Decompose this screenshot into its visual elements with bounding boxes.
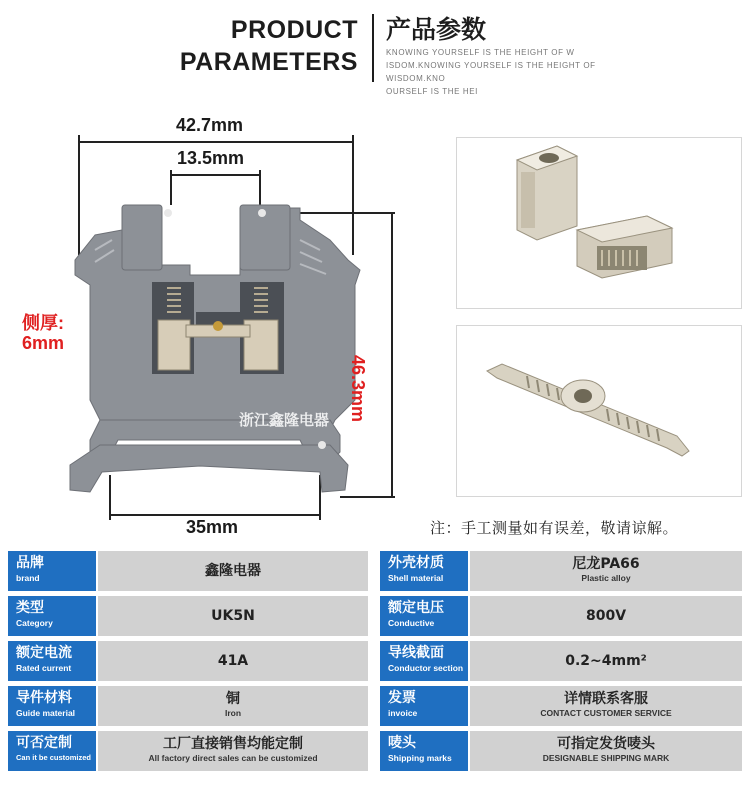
label-cn: 导件材料 — [16, 690, 72, 706]
label-en: Can it be customized — [16, 753, 92, 762]
label-cn: 可否定制 — [16, 735, 72, 751]
clamp-photo — [456, 137, 742, 309]
label-rated-voltage — [380, 596, 468, 636]
label-conductor-section — [380, 641, 468, 681]
side-thickness-line1: 侧厚: — [22, 313, 64, 333]
title-en-line2: PARAMETERS — [179, 48, 358, 76]
header — [0, 0, 750, 100]
title-chinese: 产品参数 — [386, 15, 487, 44]
value-shell-material — [470, 551, 742, 591]
label-en: Shipping marks — [388, 753, 452, 763]
watermark: 浙江鑫隆电器 — [239, 411, 330, 429]
label-guide-material — [8, 686, 96, 726]
table-row — [8, 641, 742, 681]
width-dimension: 42.7mm — [176, 115, 244, 135]
value-en: CONTACT CUSTOMER SERVICE — [540, 708, 672, 718]
title-en-line1: PRODUCT — [230, 16, 358, 44]
value-cn: 工厂直接销售均能定制 — [163, 736, 303, 752]
label-cn: 品牌 — [16, 555, 44, 571]
dimension-diagram — [0, 100, 420, 540]
label-en: Shell material — [388, 573, 444, 583]
value-cn: 鑫隆电器 — [205, 563, 261, 579]
subtitle-line3: OURSELF IS THE HEI — [386, 87, 479, 96]
value-cn: 详情联系客服 — [564, 691, 648, 707]
label-cn: 额定电流 — [16, 645, 72, 661]
label-en: Conductive — [388, 618, 435, 628]
label-en: brand — [16, 573, 40, 583]
label-brand — [8, 551, 96, 591]
base-dimension: 35mm — [186, 517, 239, 537]
value-brand — [98, 551, 368, 591]
title-divider — [372, 14, 374, 82]
table-row — [8, 551, 742, 591]
table-row — [8, 731, 742, 771]
label-customizable — [8, 731, 96, 771]
value-cn: UK5N — [211, 608, 255, 624]
value-category — [98, 596, 368, 636]
subtitle-line1: KNOWING YOURSELF IS THE HEIGHT OF W — [386, 48, 575, 57]
value-conductor-section — [470, 641, 742, 681]
label-cn: 发票 — [388, 690, 416, 706]
label-en: Guide material — [16, 708, 76, 718]
value-cn: 铜 — [226, 691, 240, 707]
label-invoice — [380, 686, 468, 726]
label-shipping-marks — [380, 731, 468, 771]
label-en: Conductor section — [388, 663, 464, 673]
value-cn: 41A — [217, 653, 249, 669]
label-cn: 导线截面 — [388, 645, 444, 661]
label-category — [8, 596, 96, 636]
value-en: Iron — [224, 708, 242, 718]
height-dimension: 46.3mm — [348, 355, 368, 423]
title-english — [180, 14, 358, 78]
label-cn: 唛头 — [388, 735, 416, 751]
label-en: Category — [16, 618, 53, 628]
side-thickness-label — [22, 313, 64, 353]
value-cn: 800V — [585, 608, 627, 624]
side-thickness-line2: 6mm — [22, 333, 65, 353]
value-shipping-marks — [470, 731, 742, 771]
label-shell-material — [380, 551, 468, 591]
table-row — [8, 686, 742, 726]
value-guide-material — [98, 686, 368, 726]
value-invoice — [470, 686, 742, 726]
value-cn: 0.2~4mm² — [565, 653, 647, 669]
label-en: invoice — [388, 708, 418, 718]
value-en: Plastic alloy — [581, 573, 631, 583]
label-cn: 类型 — [16, 600, 44, 616]
subtitle-line2: ISDOM.KNOWING YOURSELF IS THE HEIGHT OF WISDOM.KNO — [386, 61, 596, 83]
table-row — [8, 596, 742, 636]
value-rated-voltage — [470, 596, 742, 636]
label-en: Rated current — [16, 663, 72, 673]
label-cn: 额定电压 — [388, 600, 444, 616]
value-rated-current — [98, 641, 368, 681]
title-subtitle — [386, 46, 636, 98]
value-customizable — [98, 731, 368, 771]
label-cn: 外壳材质 — [388, 555, 444, 571]
bridge-photo — [456, 325, 742, 497]
value-en: All factory direct sales can be customized — [148, 753, 318, 763]
value-cn: 尼龙PA66 — [572, 556, 640, 572]
pitch-dimension: 13.5mm — [177, 148, 245, 168]
bridge-image — [457, 326, 743, 498]
label-rated-current — [8, 641, 96, 681]
clamp-image — [457, 138, 743, 310]
measurement-note: 注：手工测量如有误差，敬请谅解。 — [430, 519, 679, 537]
value-cn: 可指定发货唛头 — [557, 736, 655, 752]
value-en: DESIGNABLE SHIPPING MARK — [542, 753, 670, 763]
